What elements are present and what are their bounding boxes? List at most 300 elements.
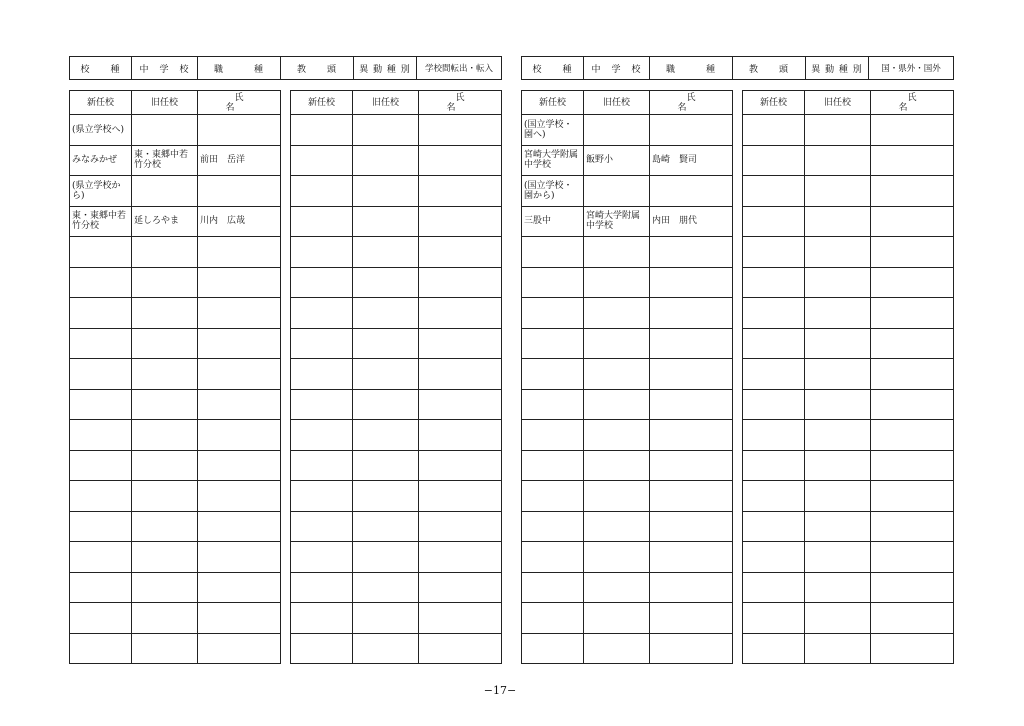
table-row [70,206,281,237]
left-table-2-column-header-row [291,91,502,115]
left-table-2-cell-name [419,145,502,176]
right-table-1-cell-old-school [584,481,650,512]
table-row [743,359,954,390]
table-row [70,603,281,634]
table-row [522,450,733,481]
left-table-1-cell-new-school: (県立学校から) [70,176,132,207]
left-table-2-cell-old-school [353,298,419,329]
left-table-2-cell-new-school [291,572,353,603]
right-table-2-cell-name [871,420,954,451]
right-table-1-cell-old-school [584,450,650,481]
left-table-2-cell-name [419,420,502,451]
table-row [522,633,733,664]
right-table-2-cell-old-school [805,206,871,237]
right-table-1-cell-name [650,481,733,512]
right-personnel-table-1 [521,90,768,664]
table-row [522,237,733,268]
right-table-2-cell-new-school [743,542,805,573]
left-table-1-cell-old-school [132,237,198,268]
left-table-2-cell-new-school [291,633,353,664]
table-row [70,267,281,298]
table-row [70,176,281,207]
right-table-2-cell-name [871,206,954,237]
left-table-1-cell-name [198,237,281,268]
left-table-2-cell-name [419,511,502,542]
table-row [743,633,954,664]
table-row [70,420,281,451]
left-table-1-cell-name [198,176,281,207]
right-table-1-cell-name [650,603,733,634]
right-table-1-cell-old-school [584,328,650,359]
table-row [743,267,954,298]
table-row [291,328,502,359]
right-table-2-cell-new-school [743,115,805,146]
right-table-2-cell-old-school [805,450,871,481]
table-row [70,542,281,573]
left-table-2-cell-old-school [353,267,419,298]
left-table-1-cell-new-school [70,542,132,573]
table-row [743,542,954,573]
right-table-1-cell-new-school [522,481,584,512]
left-table-1-cell-old-school [132,359,198,390]
right-table-1-cell-new-school [522,328,584,359]
table-row [291,542,502,573]
right-table-2-cell-name [871,542,954,573]
right-table-2-cell-name [871,298,954,329]
left-table-2-cell-name [419,633,502,664]
right-header-value-transfer-type: 国・県外・国外 [869,57,954,80]
right-table-1-cell-old-school [584,511,650,542]
table-row [522,145,733,176]
right-table-1-cell-new-school [522,298,584,329]
left-table-2-cell-old-school [353,450,419,481]
right-table-2-cell-old-school [805,145,871,176]
left-header-value-job-type: 教 頭 [281,57,354,80]
left-table-1-cell-old-school [132,572,198,603]
right-table-2-cell-new-school [743,633,805,664]
left-table-2-cell-old-school [353,389,419,420]
right-header-value-job-type: 教 頭 [733,57,806,80]
table-row [522,511,733,542]
right-table-1-cell-name [650,359,733,390]
left-table-1-cell-new-school [70,633,132,664]
right-table-1-cell-new-school: (国立学校・園へ) [522,115,584,146]
left-table-1-cell-new-school [70,420,132,451]
right-table-2-cell-old-school [805,511,871,542]
right-table-2-cell-old-school [805,389,871,420]
right-table-1-cell-name: 内田 朋代 [650,206,733,237]
right-table-1-cell-old-school [584,420,650,451]
left-table-1-cell-old-school [132,389,198,420]
right-table-1-cell-old-school [584,542,650,573]
left-table-1-cell-new-school [70,267,132,298]
right-table-2-cell-old-school [805,176,871,207]
table-row [70,115,281,146]
left-table-1-cell-new-school [70,328,132,359]
left-header-value-transfer-type: 学校間転出・転入 [417,57,502,80]
left-table-1-cell-new-school: みなみかぜ [70,145,132,176]
right-table-2-cell-new-school [743,511,805,542]
table-row [743,572,954,603]
table-row [291,267,502,298]
right-table-2-cell-name [871,267,954,298]
right-table-2-cell-old-school [805,298,871,329]
table-row [522,603,733,634]
right-header-label-school-type: 校 種 [522,57,584,80]
left-table-2-cell-name [419,328,502,359]
table-row [743,145,954,176]
left-table-2-header-new-school: 新任校 [291,91,353,115]
right-table-2-cell-name [871,145,954,176]
left-table-1-cell-name [198,603,281,634]
left-table-1-header-name: 氏 名 [198,91,281,115]
right-table-2-cell-name [871,115,954,146]
right-table-1-cell-name [650,298,733,329]
table-row [70,359,281,390]
right-table-1-cell-new-school [522,633,584,664]
table-row [522,115,733,146]
right-table-2-cell-new-school [743,176,805,207]
right-table-1-cell-new-school [522,267,584,298]
left-table-2-cell-old-school [353,176,419,207]
left-personnel-table-1 [69,90,316,664]
right-table-1-cell-old-school [584,298,650,329]
left-table-2-cell-name [419,450,502,481]
right-table-1-cell-old-school [584,237,650,268]
left-table-2-cell-old-school [353,359,419,390]
table-row [743,176,954,207]
right-table-2-cell-name [871,237,954,268]
right-table-2-cell-old-school [805,481,871,512]
right-table-2-cell-old-school [805,633,871,664]
left-table-1-header-old-school: 旧任校 [132,91,198,115]
right-table-1-cell-old-school [584,572,650,603]
left-table-2-cell-name [419,298,502,329]
right-header-value-school-type: 中 学 校 [584,57,650,80]
left-table-2-cell-new-school [291,481,353,512]
table-row [743,511,954,542]
right-table-2-cell-old-school [805,328,871,359]
right-table-1-cell-name [650,176,733,207]
table-row [522,176,733,207]
right-header-label-job-type: 職 種 [650,57,733,80]
table-row [70,572,281,603]
right-table-1-cell-new-school [522,511,584,542]
right-table-2-cell-name [871,511,954,542]
left-table-1-cell-new-school: 東・東郷中若竹分校 [70,206,132,237]
left-table-2-cell-old-school [353,481,419,512]
right-table-2-cell-new-school [743,206,805,237]
table-row [70,237,281,268]
left-table-1-cell-old-school [132,633,198,664]
right-header-table [521,56,954,80]
left-header-label-job-type: 職 種 [198,57,281,80]
right-table-2-cell-name [871,450,954,481]
right-table-1-cell-new-school [522,420,584,451]
table-row [743,603,954,634]
left-header-label-school-type: 校 種 [70,57,132,80]
right-table-2-cell-new-school [743,481,805,512]
right-table-1-cell-new-school [522,542,584,573]
left-table-2-cell-name [419,115,502,146]
right-table-1-cell-old-school [584,115,650,146]
left-table-2-cell-old-school [353,115,419,146]
table-row [522,206,733,237]
table-row [291,115,502,146]
left-table-2-cell-old-school [353,633,419,664]
table-row [291,603,502,634]
right-header-label-transfer-type: 異 動 種 別 [806,57,869,80]
table-row [743,450,954,481]
right-personnel-table-2 [742,90,989,664]
left-table-1-cell-new-school [70,298,132,329]
table-row [743,328,954,359]
right-table-2-cell-old-school [805,115,871,146]
right-table-1-cell-new-school [522,359,584,390]
table-row [522,542,733,573]
left-table-2-cell-new-school [291,115,353,146]
left-table-1-cell-new-school [70,389,132,420]
left-table-2-cell-old-school [353,237,419,268]
table-row [522,298,733,329]
left-table-2-cell-name [419,603,502,634]
table-row [743,481,954,512]
right-table-1-cell-name [650,450,733,481]
left-table-2-cell-name [419,206,502,237]
left-table-1-cell-old-school [132,542,198,573]
right-table-2-cell-new-school [743,389,805,420]
left-table-2-cell-new-school [291,237,353,268]
table-row [522,389,733,420]
right-table-1-cell-new-school [522,389,584,420]
left-table-2-cell-new-school [291,511,353,542]
left-table-1-cell-new-school [70,572,132,603]
table-row [522,481,733,512]
table-row [743,237,954,268]
left-table-2-cell-new-school [291,298,353,329]
left-table-1-cell-new-school [70,511,132,542]
table-row [70,298,281,329]
left-header-row [70,57,502,80]
right-table-2-cell-new-school [743,450,805,481]
left-table-2-cell-old-school [353,542,419,573]
left-table-2-cell-name [419,176,502,207]
left-table-1-cell-name [198,267,281,298]
left-table-2-cell-old-school [353,511,419,542]
right-table-2-cell-new-school [743,267,805,298]
table-row [70,450,281,481]
table-row [70,389,281,420]
left-table-2-cell-new-school [291,145,353,176]
left-table-2-cell-old-school [353,603,419,634]
left-table-2-cell-new-school [291,542,353,573]
right-table-1-cell-name [650,389,733,420]
left-table-1-cell-name [198,633,281,664]
left-table-2-cell-new-school [291,267,353,298]
table-row [291,298,502,329]
right-table-2-cell-new-school [743,298,805,329]
right-table-1-cell-name [650,542,733,573]
left-table-1-cell-name [198,389,281,420]
left-table-2-cell-new-school [291,603,353,634]
right-table-1-header-name: 氏 名 [650,91,733,115]
left-table-2-cell-name [419,542,502,573]
table-row [743,115,954,146]
table-row [291,145,502,176]
right-table-1-cell-old-school: 飯野小 [584,145,650,176]
left-table-2-header-name: 氏 名 [419,91,502,115]
left-table-1-cell-name [198,115,281,146]
right-table-2-cell-new-school [743,237,805,268]
right-table-1-column-header-row [522,91,733,115]
left-table-1-cell-name [198,481,281,512]
left-table-1-cell-old-school [132,420,198,451]
left-table-1-cell-new-school: (県立学校へ) [70,115,132,146]
left-table-1-cell-new-school [70,237,132,268]
left-table-2-cell-name [419,237,502,268]
left-table-1-cell-old-school [132,511,198,542]
right-table-1-cell-old-school [584,267,650,298]
left-table-1-cell-new-school [70,450,132,481]
right-table-2-cell-name [871,176,954,207]
right-table-1-cell-name [650,328,733,359]
left-table-2-cell-new-school [291,420,353,451]
right-table-1-cell-name [650,633,733,664]
table-row [522,572,733,603]
right-table-2-cell-new-school [743,420,805,451]
left-table-2-cell-old-school [353,206,419,237]
left-table-2-cell-name [419,267,502,298]
table-row [291,176,502,207]
right-table-1-cell-name [650,511,733,542]
left-table-2-cell-new-school [291,450,353,481]
right-table-2-cell-old-school [805,542,871,573]
left-table-1-cell-old-school: 東・東郷中若竹分校 [132,145,198,176]
table-row [522,420,733,451]
table-row [743,206,954,237]
left-table-2-cell-name [419,389,502,420]
left-table-1-cell-name [198,298,281,329]
left-table-1-cell-name: 前田 岳洋 [198,145,281,176]
right-header-row [522,57,954,80]
left-table-2-cell-new-school [291,359,353,390]
right-table-1-cell-old-school [584,359,650,390]
page-number: −17− [483,684,517,697]
table-row [291,359,502,390]
right-table-1-header-new-school: 新任校 [522,91,584,115]
left-table-2-header-old-school: 旧任校 [353,91,419,115]
table-row [291,511,502,542]
left-table-1-header-new-school: 新任校 [70,91,132,115]
right-table-1-cell-old-school [584,389,650,420]
left-table-1-cell-old-school [132,115,198,146]
table-row [70,145,281,176]
table-row [70,511,281,542]
right-table-2-cell-old-school [805,572,871,603]
left-table-2-cell-old-school [353,572,419,603]
table-row [522,267,733,298]
left-table-2-cell-old-school [353,328,419,359]
left-table-1-cell-old-school [132,481,198,512]
left-table-1-cell-name: 川内 広哉 [198,206,281,237]
right-table-2-cell-name [871,633,954,664]
right-table-1-cell-old-school [584,633,650,664]
left-header-table [69,56,502,80]
right-table-2-cell-new-school [743,328,805,359]
left-table-1-cell-name [198,542,281,573]
table-row [743,389,954,420]
right-table-1-cell-name [650,267,733,298]
table-row [70,328,281,359]
right-table-1-cell-name: 島崎 賢司 [650,145,733,176]
left-personnel-table-2 [290,90,537,664]
table-row [291,389,502,420]
table-row [522,328,733,359]
left-table-2-cell-old-school [353,420,419,451]
left-table-1-cell-name [198,450,281,481]
left-header-value-school-type: 中 学 校 [132,57,198,80]
table-row [291,237,502,268]
left-table-1-cell-new-school [70,481,132,512]
left-table-1-cell-old-school [132,176,198,207]
right-table-1-cell-old-school: 宮崎大学附属中学校 [584,206,650,237]
right-table-2-cell-old-school [805,603,871,634]
left-table-1-cell-old-school [132,603,198,634]
left-table-1-cell-old-school: 延しろやま [132,206,198,237]
left-table-2-cell-old-school [353,145,419,176]
left-table-1-cell-new-school [70,359,132,390]
right-table-2-cell-new-school [743,572,805,603]
right-table-2-header-name: 氏 名 [871,91,954,115]
right-table-2-cell-name [871,481,954,512]
table-row [291,572,502,603]
table-row [70,481,281,512]
right-table-1-cell-new-school: (国立学校・園から) [522,176,584,207]
right-table-2-cell-name [871,389,954,420]
right-table-1-cell-name [650,237,733,268]
right-table-1-header-old-school: 旧任校 [584,91,650,115]
left-table-2-cell-new-school [291,176,353,207]
right-table-1-cell-name [650,572,733,603]
left-table-1-column-header-row [70,91,281,115]
right-table-2-cell-old-school [805,359,871,390]
right-table-1-cell-old-school [584,603,650,634]
left-table-1-cell-old-school [132,267,198,298]
right-table-2-header-old-school: 旧任校 [805,91,871,115]
table-row [291,450,502,481]
table-row [743,420,954,451]
right-table-2-cell-name [871,572,954,603]
table-row [291,206,502,237]
table-row [291,481,502,512]
right-table-1-cell-name [650,420,733,451]
left-table-1-cell-name [198,572,281,603]
left-table-2-cell-name [419,572,502,603]
right-table-1-cell-old-school [584,176,650,207]
left-table-1-cell-name [198,511,281,542]
table-row [291,633,502,664]
left-table-2-cell-new-school [291,328,353,359]
right-table-2-cell-new-school [743,359,805,390]
right-table-1-cell-new-school [522,572,584,603]
left-table-1-cell-old-school [132,298,198,329]
right-table-1-cell-name [650,115,733,146]
right-table-1-cell-new-school [522,450,584,481]
left-table-2-cell-name [419,481,502,512]
right-table-1-cell-new-school [522,603,584,634]
right-table-2-column-header-row [743,91,954,115]
left-table-2-cell-name [419,359,502,390]
